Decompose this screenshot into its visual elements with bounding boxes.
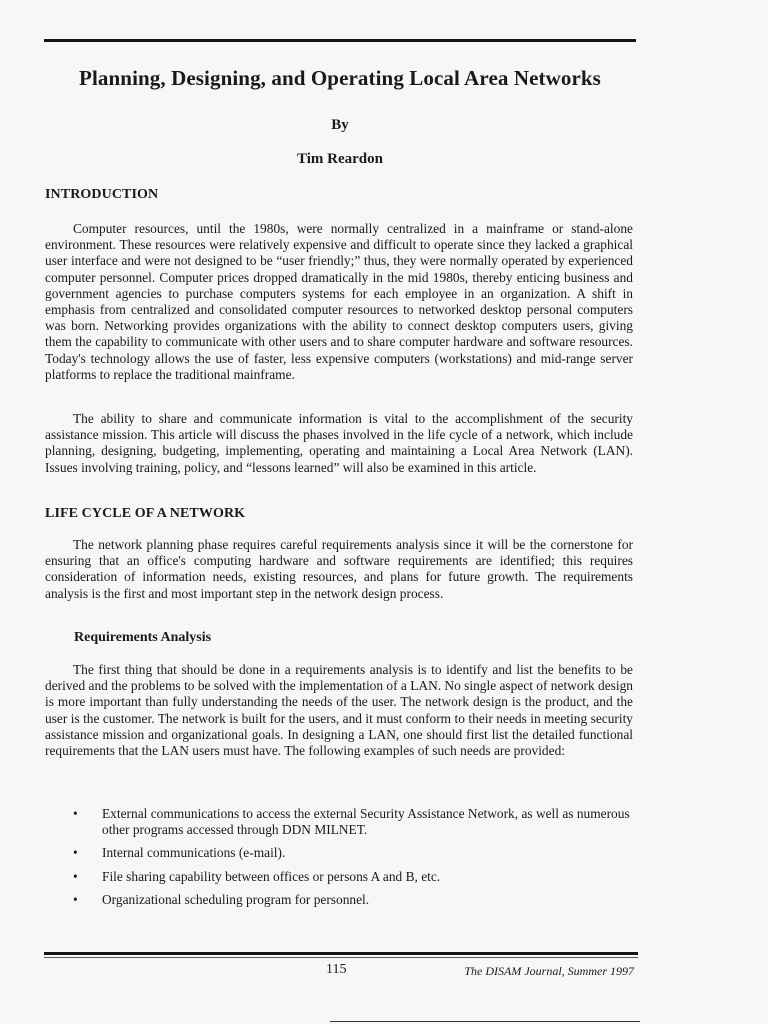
- lifecycle-paragraph: The network planning phase requires careful requirements analysis since it will be the cornerstone for ensuring that an office's computing hardware and software requirements are identified; this requires consideration of information needs, existing resources, and plans for future growth. The requirements analysis is the first and most important step in the network design process.: [45, 537, 633, 601]
- list-item: [45, 892, 635, 908]
- journal-name: The DISAM Journal, Summer 1997: [464, 964, 634, 978]
- author-name: Tim Reardon: [297, 151, 383, 167]
- article-title: Planning, Designing, and Operating Local Area Networks: [79, 66, 601, 90]
- byline-label: By: [331, 117, 349, 133]
- list-item-text: External communications to access the external Security Assistance Network, as well as numerous other programs accessed through DDN MILNET.: [102, 806, 630, 838]
- bullet-icon: •: [73, 891, 78, 907]
- list-item: [45, 869, 635, 885]
- list-item-text: File sharing capability between offices or persons A and B, etc.: [102, 868, 441, 884]
- requirements-analysis-heading: Requirements Analysis: [74, 630, 212, 645]
- intro-paragraph-2: The ability to share and communicate information is vital to the accomplishment of the security assistance mission. This article will discuss the phases involved in the life cycle of a network, which include planning, designing, budgeting, implementing, operating and maintaining a Local Area Network (LAN). Issues involving training, policy, and “lessons learned” will also be examined in this article.: [45, 411, 633, 475]
- introduction-heading: INTRODUCTION: [45, 187, 159, 202]
- bullet-icon: •: [73, 845, 78, 861]
- bullet-icon: •: [73, 868, 78, 884]
- footer-rule: [330, 1021, 640, 1022]
- bottom-rule: [44, 952, 638, 955]
- requirements-paragraph: The first thing that should be done in a requirements analysis is to identify and list the benefits to be derived and the problems to be solved with the implementation of a LAN. No single aspect of network design is more important than fully understanding the needs of the user. The network design is the product, and the user is the customer. The network is built for the users, and it must conform to their needs in meeting security assistance mission and organizational goals. In designing a LAN, one should first list the detailed functional requirements that the LAN users must have. The following examples of such needs are provided:: [45, 662, 633, 759]
- bottom-rule-thin: [44, 957, 638, 958]
- intro-paragraph-1: Computer resources, until the 1980s, were normally centralized in a mainframe or stand-alone environment. These resources were relatively expensive and difficult to operate since they lacked a graphical user interface and were not designed to be “user friendly;” thus, they were normally operated by experienced computer personnel. Computer prices dropped dramatically in the mid 1980s, thereby enticing business and government agencies to purchase computers systems for each employee in an organization. A shift in emphasis from centralized and consolidated computer resources to networked desktop personal computers was born. Networking provides organizations with the ability to connect desktop computers users, giving them the capability to communicate with other users and to share computer hardware and software resources. Today's technology allows the use of faster, less expensive computers (workstations) and mid-range server platforms to replace the traditional mainframe.: [45, 221, 633, 382]
- page-number: 115: [326, 962, 347, 977]
- list-item: [45, 845, 635, 861]
- top-rule: [44, 39, 636, 42]
- requirements-bullet-list: [45, 806, 635, 915]
- list-item-text: Internal communications (e-mail).: [102, 845, 286, 861]
- lifecycle-heading: LIFE CYCLE OF A NETWORK: [45, 506, 246, 521]
- list-item: [45, 806, 635, 838]
- bullet-icon: •: [73, 806, 78, 821]
- list-item-text: Organizational scheduling program for personnel.: [102, 891, 370, 907]
